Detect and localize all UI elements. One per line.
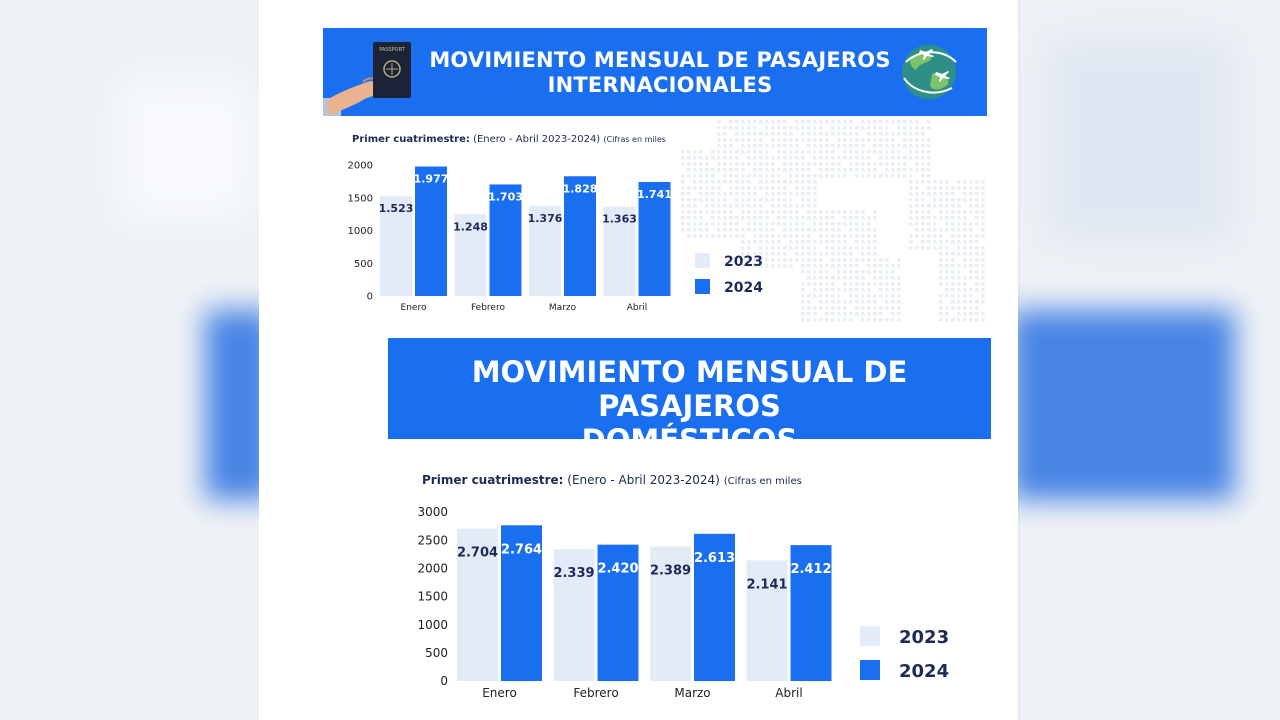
intl-ytick-label: 500 <box>353 258 373 270</box>
dom-legend-label-2024: 2024 <box>899 661 950 682</box>
domestic-caption-bold: Primer cuatrimestre: <box>422 473 564 487</box>
dom-ytick-label: 2500 <box>417 533 448 548</box>
intl-category-label: Enero <box>400 303 427 313</box>
dom-data-label: 2.704 <box>456 545 499 561</box>
intl-ytick-label: 1000 <box>347 226 373 237</box>
dom-legend-label-2023: 2023 <box>899 627 950 648</box>
intl-data-label: 1.703 <box>488 190 523 204</box>
backdrop-soft-right <box>1050 40 1230 240</box>
domestic-banner-title <box>388 355 991 457</box>
dom-data-label: 2.420 <box>597 561 639 577</box>
dom-data-label: 2.389 <box>649 563 692 579</box>
intl-legend-swatch-2024 <box>695 279 710 294</box>
dom-ytick-label: 0 <box>440 674 448 689</box>
passport-in-hand-icon <box>323 38 418 116</box>
intl-data-label: 1.828 <box>562 182 598 196</box>
dom-data-label: 2.613 <box>693 550 736 566</box>
international-title-line-1: MOVIMIENTO MENSUAL DE PASAJEROS <box>429 48 891 72</box>
dom-data-label: 2.764 <box>500 542 543 558</box>
domestic-caption-units: (Cifras en miles <box>723 476 802 487</box>
intl-data-label: 1.523 <box>378 202 414 216</box>
intl-category-label: Marzo <box>548 303 577 313</box>
intl-data-label: 1.741 <box>637 187 672 201</box>
dom-legend-swatch-2024 <box>860 660 880 680</box>
backdrop-blue-band-right <box>1010 310 1235 500</box>
intl-legend-label-2023: 2023 <box>724 253 763 270</box>
dom-ytick-label: 2000 <box>417 561 448 576</box>
intl-ytick-label: 1500 <box>347 193 373 205</box>
dom-data-label: 2.339 <box>553 566 595 582</box>
international-bar-chart <box>259 152 799 322</box>
dom-ytick-label: 1500 <box>417 589 448 604</box>
international-title-line-2: INTERNACIONALES <box>547 73 773 97</box>
international-banner <box>323 28 987 116</box>
dom-data-label: 2.141 <box>746 577 788 593</box>
international-caption-range: (Enero - Abril 2023-2024) <box>473 134 601 145</box>
intl-data-label: 1.376 <box>527 211 563 225</box>
domestic-title-line-2: DOMÉSTICOS <box>581 423 798 457</box>
international-caption-bold: Primer cuatrimestre: <box>352 134 470 145</box>
intl-ytick-label: 0 <box>366 291 373 303</box>
intl-bar-2024 <box>415 167 447 296</box>
international-chart-caption <box>352 134 666 145</box>
domestic-chart-caption <box>422 473 802 487</box>
dom-category-label: Febrero <box>573 686 619 700</box>
international-banner-title <box>413 48 907 98</box>
domestic-bar-chart <box>259 496 999 720</box>
intl-legend-label-2024: 2024 <box>724 279 763 296</box>
dom-category-label: Abril <box>775 686 803 700</box>
domestic-banner <box>388 338 991 457</box>
intl-ytick-label: 2000 <box>347 160 373 172</box>
dom-legend-swatch-2023 <box>860 626 880 646</box>
intl-legend-swatch-2023 <box>695 253 710 268</box>
backdrop-soft-left <box>120 80 250 220</box>
intl-data-label: 1.363 <box>602 212 637 226</box>
international-caption-units: (Cifras en miles <box>603 135 666 144</box>
intl-category-label: Febrero <box>471 303 505 313</box>
intl-category-label: Abril <box>626 303 648 313</box>
intl-data-label: 1.248 <box>453 220 488 234</box>
domestic-caption-range: (Enero - Abril 2023-2024) <box>567 473 720 487</box>
dom-category-label: Marzo <box>674 686 711 700</box>
dom-category-label: Enero <box>482 686 517 700</box>
intl-data-label: 1.977 <box>413 172 449 186</box>
svg-text:PASSPORT: PASSPORT <box>379 47 405 53</box>
globe-airplanes-icon <box>898 40 960 102</box>
infographic-page <box>259 0 1018 720</box>
dom-data-label: 2.412 <box>790 562 832 578</box>
dom-ytick-label: 500 <box>425 646 448 661</box>
dom-ytick-label: 3000 <box>417 505 448 520</box>
dom-ytick-label: 1000 <box>417 617 448 632</box>
domestic-title-line-1: MOVIMIENTO MENSUAL DE PASAJEROS <box>471 355 908 423</box>
